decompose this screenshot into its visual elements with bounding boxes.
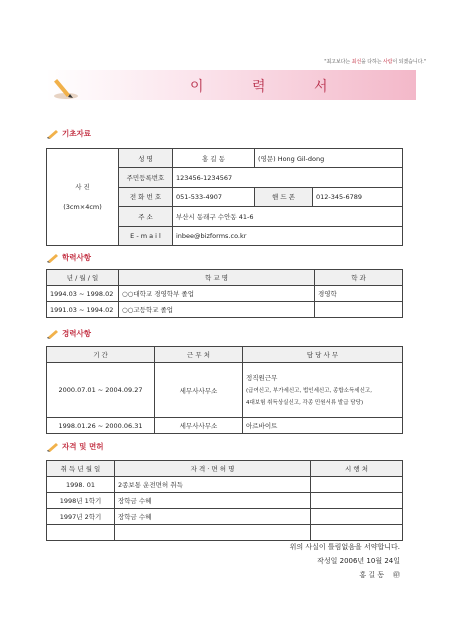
- license-date: 1998. 01: [47, 477, 115, 493]
- mobile-value: 012-345-6789: [313, 187, 403, 206]
- pencil-bullet-icon: [46, 329, 60, 339]
- career-header-duty: 담 당 사 무: [243, 347, 403, 363]
- english-name: (영문) Hong Gil-dong: [255, 149, 403, 168]
- license-name: [115, 525, 311, 541]
- address-label: 주 소: [119, 207, 173, 226]
- phone-label: 전 화 번 호: [119, 187, 173, 206]
- email-label: E - m a i l: [119, 226, 173, 245]
- education-school: ○○대학교 경영학부 졸업: [119, 286, 315, 302]
- pencil-bullet-icon: [46, 442, 60, 452]
- license-issuer: [311, 525, 403, 541]
- name-value: 홍 길 동: [173, 149, 255, 168]
- pencil-bullet-icon: [46, 253, 60, 263]
- license-date: 1997년 2학기: [47, 509, 115, 525]
- career-duty-title: 아르바이트: [243, 418, 403, 434]
- photo-size: (3cm×4cm): [63, 203, 102, 211]
- license-header-name: 자 격 · 면 허 명: [115, 461, 311, 477]
- table-row: [47, 477, 403, 493]
- table-row: [47, 363, 403, 418]
- career-duty-detail: 4대보험 취득상실신고, 각종 민원서류 발급 담당): [246, 399, 364, 406]
- license-issuer: [311, 493, 403, 509]
- pencil-bullet-icon: [46, 129, 60, 139]
- email-value: inbee@bizforms.co.kr: [173, 226, 403, 245]
- license-name: 2종보통 운전면허 취득: [115, 477, 311, 493]
- education-period: 1994.03 ~ 1998.02: [47, 286, 119, 302]
- education-major: [315, 302, 403, 318]
- resident-number-label: 주민등록번호: [119, 168, 173, 187]
- page-title: 이 력 서: [190, 79, 350, 95]
- table-row: [47, 302, 403, 318]
- section-education-heading: 학력사항: [46, 252, 91, 263]
- career-header-period: 기 간: [47, 347, 155, 363]
- career-table: [46, 346, 403, 434]
- section-career-heading: 경력사항: [46, 328, 91, 339]
- table-row: [47, 418, 403, 434]
- career-duty: [243, 363, 403, 418]
- signature-line: [359, 570, 400, 580]
- name-label: 성 명: [119, 149, 173, 168]
- license-issuer: [311, 477, 403, 493]
- phone-value: 051-533-4907: [173, 187, 255, 206]
- career-place: 세무사사무소: [155, 418, 243, 434]
- slogan: "최고보다는 최선을 다하는 사람이 되겠습니다.": [324, 59, 426, 65]
- license-header-issuer: 시 행 처: [311, 461, 403, 477]
- license-issuer: [311, 509, 403, 525]
- education-header-school: 학 교 명: [119, 270, 315, 286]
- mobile-label: 핸 드 폰: [255, 187, 313, 206]
- education-table: [46, 269, 403, 318]
- license-date: 1998년 1학기: [47, 493, 115, 509]
- license-name: 장학금 수혜: [115, 509, 311, 525]
- table-row: [47, 525, 403, 541]
- table-row: [47, 286, 403, 302]
- address-value: 부산시 동래구 수안동 41-6: [173, 207, 403, 226]
- education-period: 1991.03 ~ 1994.02: [47, 302, 119, 318]
- section-basic-heading: 기초자료: [46, 128, 91, 139]
- career-duty-title: 정직원근무: [246, 373, 278, 382]
- license-table: [46, 460, 403, 541]
- career-period: 1998.01.26 ~ 2000.06.31: [47, 418, 155, 434]
- table-row: [47, 509, 403, 525]
- basic-info-table: [46, 148, 403, 246]
- table-row: [47, 493, 403, 509]
- career-header-place: 근 무 처: [155, 347, 243, 363]
- resident-number-value: 123456-1234567: [173, 168, 403, 187]
- seal-mark: ㊞: [393, 571, 400, 579]
- education-major: 경영학: [315, 286, 403, 302]
- education-header-date: 년 / 월 / 일: [47, 270, 119, 286]
- career-duty-detail: (급여신고, 부가세신고, 법인세신고, 종합소득세신고,: [246, 387, 372, 394]
- declaration: 위의 사실이 틀림없음을 서약합니다.: [289, 543, 400, 551]
- written-date: 작성일 2006년 10월 24일: [317, 557, 400, 565]
- section-license-heading: 자격 및 면허: [46, 441, 103, 452]
- license-name: 장학금 수혜: [115, 493, 311, 509]
- pencil-icon: [52, 72, 82, 102]
- career-period: 2000.07.01 ~ 2004.09.27: [47, 363, 155, 418]
- education-school: ○○고등학교 졸업: [119, 302, 315, 318]
- photo-box: [47, 149, 119, 246]
- license-date: [47, 525, 115, 541]
- photo-label: 사 진: [75, 183, 90, 191]
- career-place: 세무사사무소: [155, 363, 243, 418]
- license-header-date: 취 득 년 월 일: [47, 461, 115, 477]
- signer-name: 홍 길 동: [359, 571, 385, 579]
- education-header-major: 학 과: [315, 270, 403, 286]
